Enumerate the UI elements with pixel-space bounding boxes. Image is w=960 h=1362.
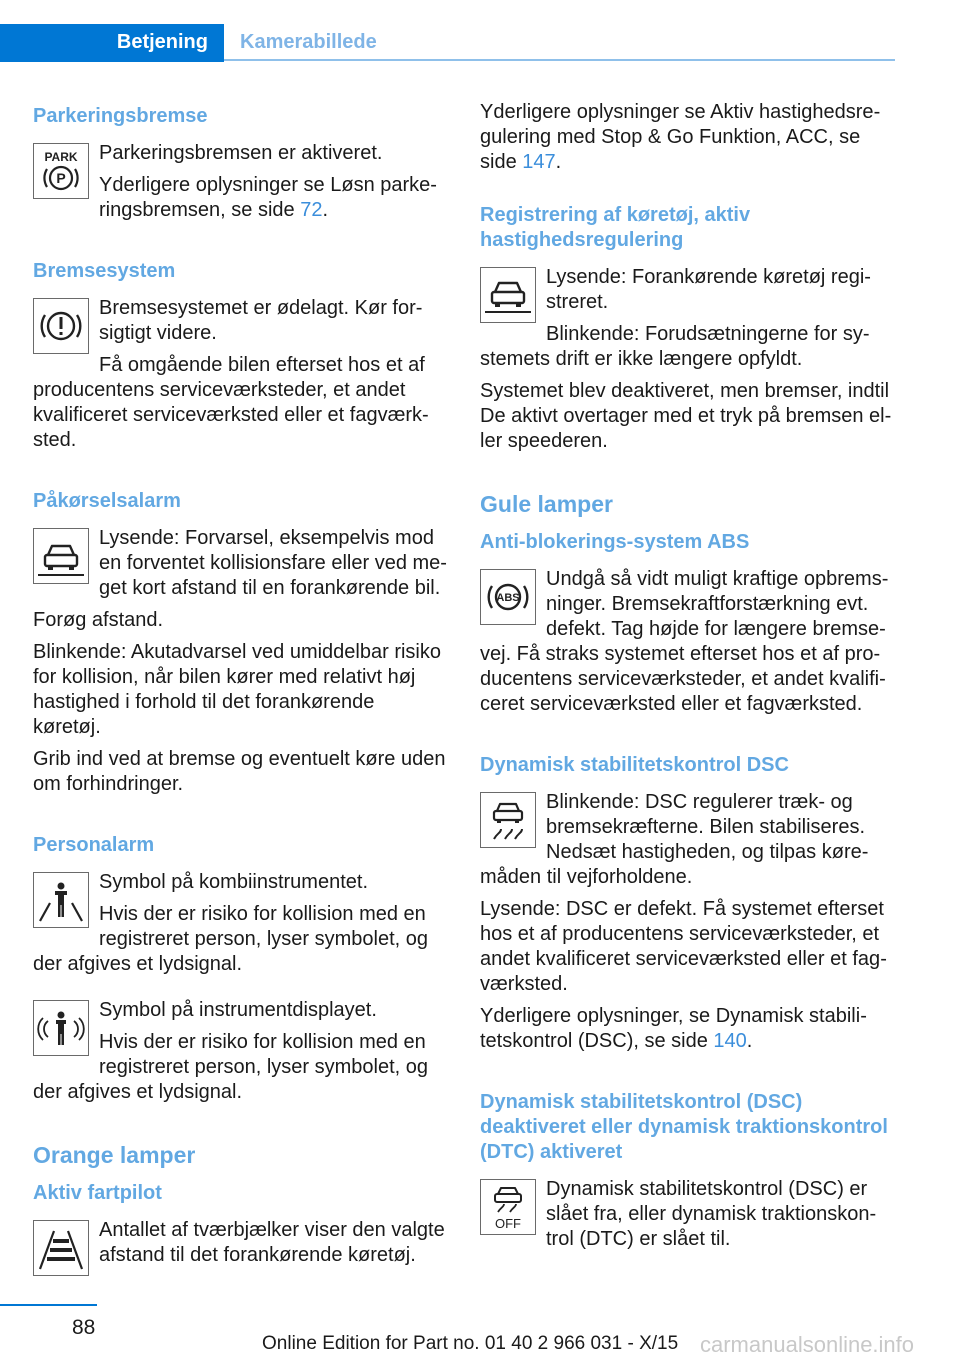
heading-orange-lamper: Orange lamper: [33, 1142, 196, 1168]
abs-icon: [480, 569, 536, 625]
page-link-72[interactable]: 72: [300, 199, 323, 221]
tab-betjening-label: Betjening: [116, 31, 208, 53]
section-title-aktiv-fartpilot: Aktiv fartpilot: [33, 1182, 162, 1204]
text-aktiv-fartpilot-1: Antallet af tværbjælker viser den valgte afstand til det forankørende køretøj.: [99, 1219, 445, 1266]
text-registrering-2: Blinkende: Forudsætningerne for systemets drift er ikke længere opfyldt.: [480, 323, 870, 370]
section-title-bremsesystem: Bremsesystem: [33, 260, 176, 282]
text-acc-reference: Yderligere oplysninger se Aktiv hastighedsregulering med Stop & Go Funktion, ACC, se side 147.: [480, 101, 881, 173]
pedestrian-road-icon: [33, 872, 89, 928]
park-label: PARK: [44, 150, 78, 164]
text-dsc-2: Lysende: DSC er defekt. Få systemet efterset hos et af producentens serviceværksteder, et andet kvalificeret serviceværksted eller et fagværksted.: [480, 898, 887, 995]
header-bar: [0, 24, 895, 62]
car-detected-icon: [480, 267, 536, 323]
page-link-147[interactable]: 147: [522, 151, 556, 173]
text-personalarm-2: Hvis der er risiko for kollision med en registreret person, lyser symbolet, og der afgives et lydsignal.: [33, 903, 429, 975]
text-pakorselsalarm-1: Lysende: Forvarsel, eksempelvis mod en forventet kollisionsfare eller ved meget kort afstand til en forankørende bil.: [99, 527, 447, 599]
text-bremsesystem-2: Få omgående bilen efterset hos et af producentens serviceværksteder, et andet kvalificeret serviceværksted eller et fagværksted.: [33, 354, 429, 451]
text-dsc-1: Blinkende: DSC regulerer træk- og bremsekræfterne. Bilen stabiliseres. Nedsæt hastigheden, og tilpas køremåden til vejforholdene.: [480, 791, 869, 888]
section-title-personalarm: Personalarm: [33, 834, 155, 856]
text-bremsesystem-1: Bremsesystemet er ødelagt. Kør forsigtigt videre.: [99, 297, 423, 344]
brake-warning-icon: [33, 298, 89, 354]
off-label: OFF: [495, 1216, 521, 1231]
text-pakorselsalarm-4: Grib ind ved at bremse og eventuelt køre uden om forhindringer.: [33, 748, 446, 795]
left-column: [33, 100, 447, 1282]
text-personalarm-3: Symbol på instrumentdisplayet.: [99, 999, 377, 1021]
heading-gule-lamper: Gule lamper: [480, 491, 613, 517]
section-title-parkeringsbremse: Parkeringsbremse: [33, 105, 208, 127]
text-pakorselsalarm-2: Forøg afstand.: [33, 609, 164, 631]
right-column: [480, 100, 896, 1259]
text-abs-1: Undgå så vidt muligt kraftige opbremsninger. Bremsekraftforstærkning evt. defekt. Tag højde for længere bremsevej. Få straks systemet efterset hos et af producentens serviceværksteder, et andet kvalificeret serviceværksted eller et fagværksted.: [480, 568, 889, 715]
text-personalarm-4: Hvis der er risiko for kollision med en registreret person, lyser symbolet, og der afgives et lydsignal.: [33, 1031, 429, 1103]
page-link-140[interactable]: 140: [713, 1030, 747, 1052]
pedestrian-signal-icon: [33, 1000, 89, 1056]
car-front-icon: [33, 528, 89, 584]
section-title-abs: Anti-blokerings-system ABS: [480, 531, 750, 553]
distance-bars-icon: [33, 1220, 89, 1276]
section-title-dsc-off: Dynamisk stabilitetskontrol (DSC) deaktiveret eller dynamisk traktionskontrol (DTC) aktiveret: [480, 1091, 888, 1163]
dsc-off-icon: [480, 1179, 536, 1235]
text-dsc-off-1: Dynamisk stabilitetskontrol (DSC) er slået fra, eller dynamisk traktionskontrol (DTC) er slået til.: [546, 1178, 877, 1250]
footer-divider: [0, 1304, 97, 1306]
text-parkeringsbremse-2: Yderligere oplysninger se Løsn parkeringsbremsen, se side 72.: [99, 174, 437, 221]
park-letter: P: [56, 170, 66, 186]
tab-kamerabillede[interactable]: Kamerabillede: [240, 31, 377, 53]
page-number: 88: [72, 1316, 96, 1339]
watermark: carmanualsonline.info: [700, 1332, 915, 1357]
text-registrering-3: Systemet blev deaktiveret, men bremser, indtil De aktivt overtager med et tryk på bremsen eller speederen.: [480, 380, 892, 452]
text-dsc-3: Yderligere oplysninger, se Dynamisk stabilitetskontrol (DSC), se side 140.: [480, 1005, 867, 1052]
header-divider: [224, 59, 895, 61]
dsc-skid-icon: [480, 792, 536, 848]
section-title-dsc: Dynamisk stabilitetskontrol DSC: [480, 754, 789, 776]
online-edition-text: Online Edition for Part no. 01 40 2 966 031 - X/15: [262, 1333, 679, 1354]
text-registrering-1: Lysende: Forankørende køretøj registreret.: [546, 266, 871, 313]
abs-label: ABS: [496, 592, 520, 604]
parking-brake-icon: [33, 143, 89, 199]
text-personalarm-1: Symbol på kombiinstrumentet.: [99, 871, 369, 893]
section-title-pakorselsalarm: Påkørselsalarm: [33, 490, 181, 512]
tab-betjening[interactable]: [0, 24, 224, 62]
text-pakorselsalarm-3: Blinkende: Akutadvarsel ved umiddelbar risiko for kollision, når bilen kører med relativt høj hastighed i forhold til det forankørende køretøj.: [33, 641, 441, 738]
section-title-registrering: Registrering af køretøj, aktiv hastighedsregulering: [480, 204, 751, 251]
text-parkeringsbremse-1: Parkeringsbremsen er aktiveret.: [99, 142, 383, 164]
